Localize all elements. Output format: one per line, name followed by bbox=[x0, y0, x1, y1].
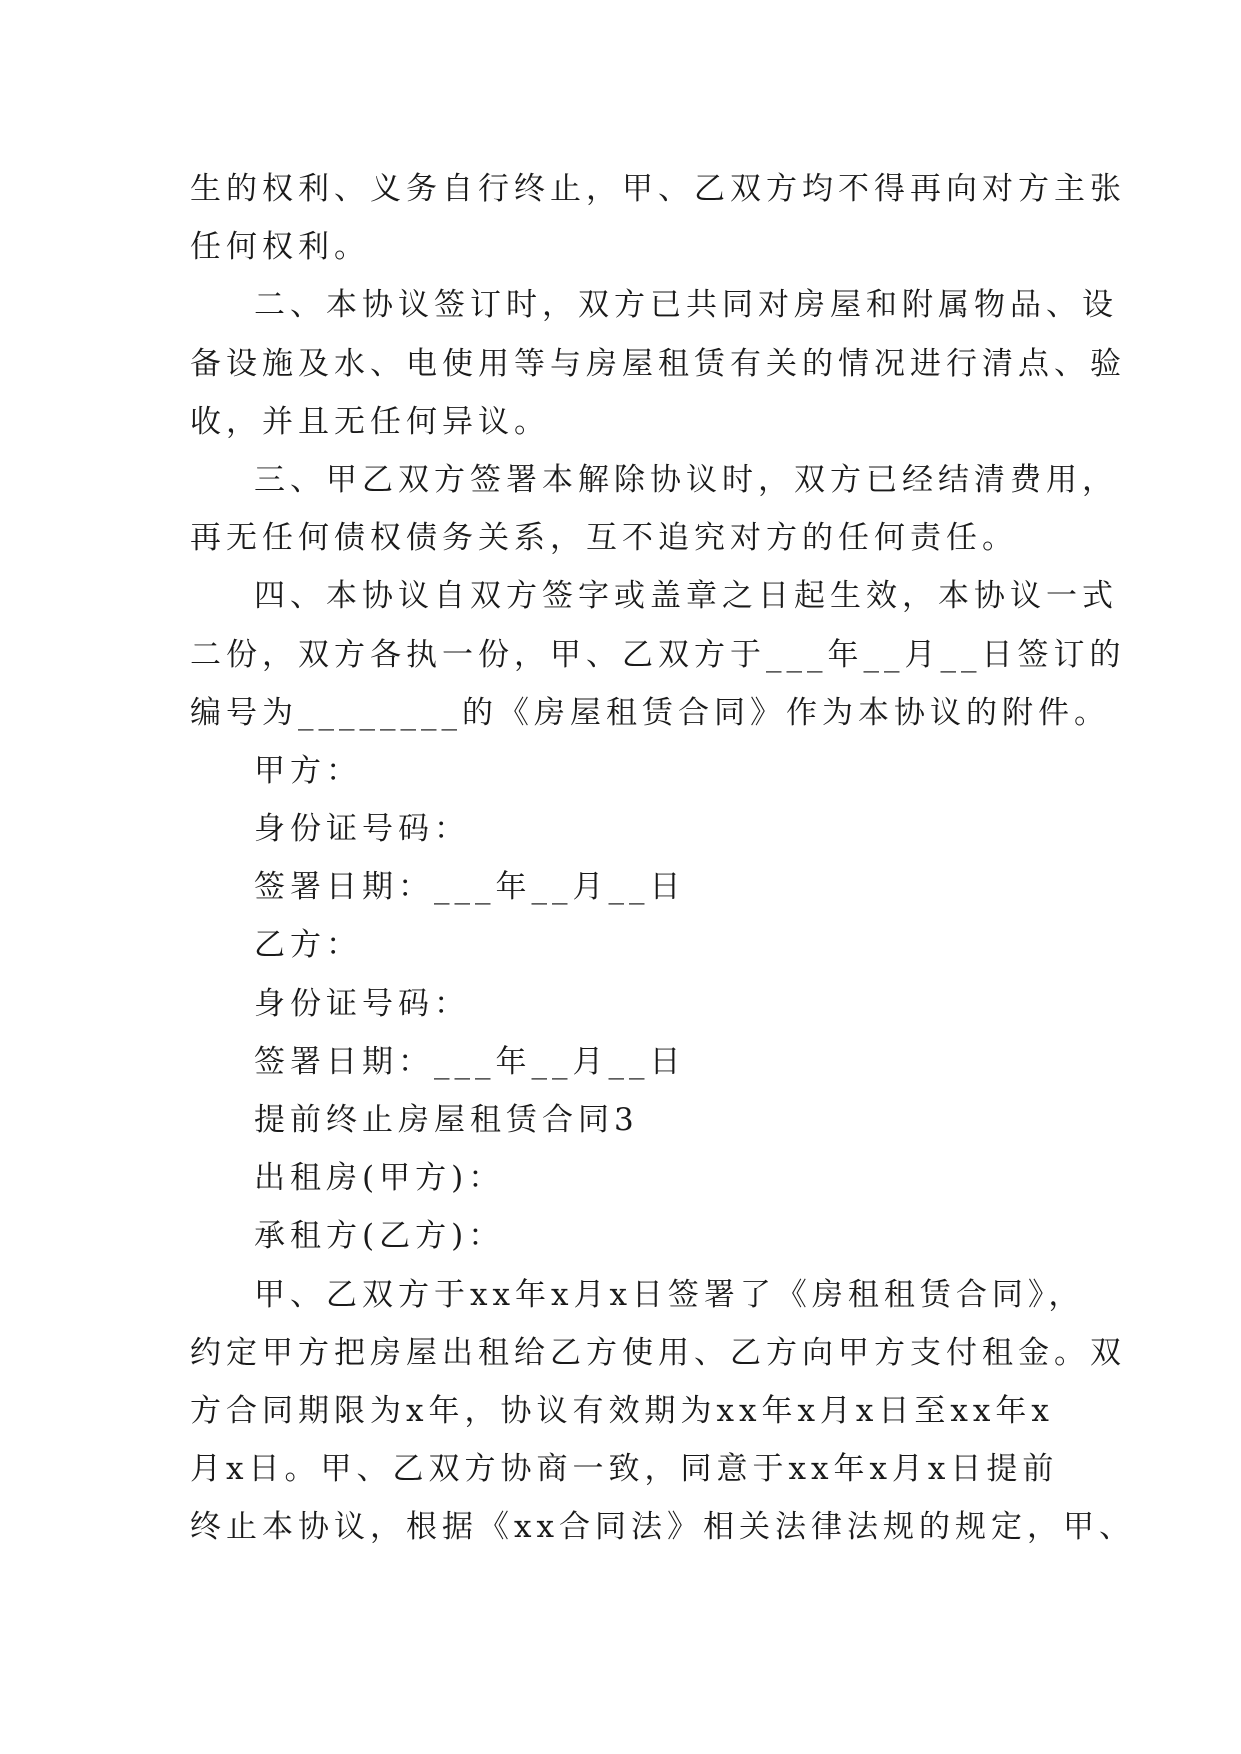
party-a-id-label: 身份证号码： bbox=[254, 811, 470, 848]
lessee-label: 承租方(乙方)： bbox=[254, 1218, 505, 1255]
body-line: 二份，双方各执一份，甲、乙双方于___年__月__日签订的 bbox=[190, 636, 1126, 673]
party-b-date-label: 签署日期：___年__月__日 bbox=[254, 1043, 686, 1080]
clause-2-line: 二、本协议签订时，双方已共同对房屋和附属物品、设 bbox=[254, 287, 1118, 324]
body-line: 备设施及水、电使用等与房屋租赁有关的情况进行清点、验 bbox=[190, 345, 1126, 382]
document-body bbox=[190, 160, 1135, 1557]
body-line: 编号为________的《房屋租赁合同》作为本协议的附件。 bbox=[190, 694, 1110, 731]
body-line: 收，并且无任何异议。 bbox=[190, 403, 550, 440]
lessor-label: 出租房(甲方)： bbox=[254, 1160, 505, 1197]
party-b-id-label: 身份证号码： bbox=[254, 985, 470, 1022]
body-line: 方合同期限为x年，协议有效期为xx年x月x日至xx年x bbox=[190, 1392, 1054, 1429]
body-line: 约定甲方把房屋出租给乙方使用、乙方向甲方支付租金。双 bbox=[190, 1334, 1126, 1371]
party-a-date-label: 签署日期：___年__月__日 bbox=[254, 869, 686, 906]
body-line: 生的权利、义务自行终止，甲、乙双方均不得再向对方主张 bbox=[190, 171, 1126, 207]
body-line: 再无任何债权债务关系，互不追究对方的任何责任。 bbox=[190, 520, 1018, 557]
party-b-label: 乙方： bbox=[254, 927, 362, 964]
clause-4-line: 四、本协议自双方签字或盖章之日起生效，本协议一式 bbox=[254, 578, 1118, 615]
body-line: 任何权利。 bbox=[190, 229, 370, 266]
body-line: 终止本协议，根据《xx合同法》相关法律法规的规定，甲、 bbox=[190, 1509, 1135, 1546]
clause-3-line: 三、甲乙双方签署本解除协议时，双方已经结清费用， bbox=[254, 461, 1118, 498]
body-line: 月x日。甲、乙双方协商一致，同意于xx年x月x日提前 bbox=[190, 1451, 1059, 1488]
section-title: 提前终止房屋租赁合同3 bbox=[254, 1102, 639, 1138]
party-a-label: 甲方： bbox=[254, 752, 362, 789]
paragraph-line: 甲、乙双方于xx年x月x日签署了《房租租赁合同》， bbox=[254, 1276, 1085, 1313]
